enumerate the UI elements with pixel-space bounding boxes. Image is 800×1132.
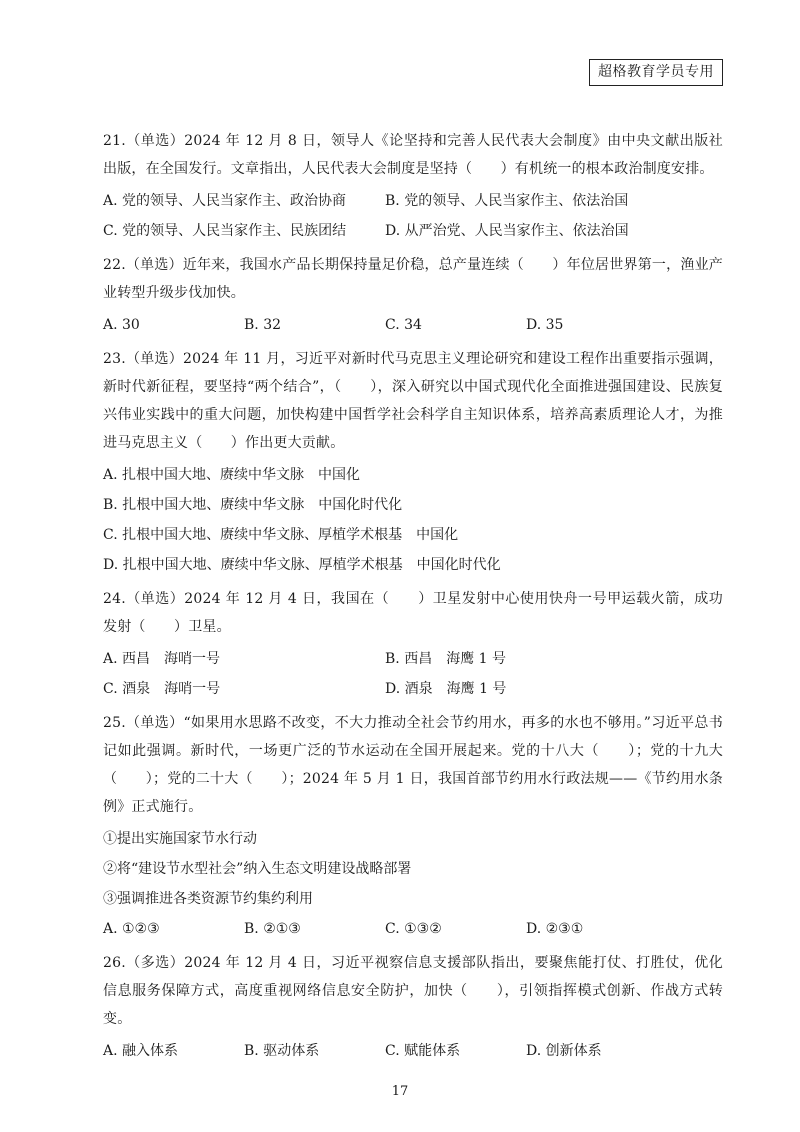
statement-item: ①提出实施国家节水行动 bbox=[103, 831, 257, 847]
option-a: A. 党的领导、人民当家作主、政治协商 bbox=[103, 193, 347, 209]
option-a: A. 扎根中国大地、赓续中华文脉 中国化 bbox=[103, 467, 361, 483]
option-b: B. 驱动体系 bbox=[244, 1043, 320, 1059]
question-25-text: 25.（单选）“如果用水思路不改变，不大力推动全社会节约用水，再多的水也不够用。”习近平总书记如此强调。新时代，一场更广泛的节水运动在全国开展起来。党的十八大（ ）；党的十九大（ ）；党的二十大（ ）；2024 年 5 月 1 日，我国首部节约用水行政法规——《节约用水条例》正式施行。 bbox=[103, 715, 723, 815]
question-list bbox=[103, 127, 723, 1071]
question-23-text: 23.（单选）2024 年 11 月，习近平对新时代马克思主义理论研究和建设工程作出重要指示强调，新时代新征程，要坚持“两个结合”，（ ），深入研究以中国式现代化全面推进强国建设、民族复兴伟业实践中的重大问题，加快构建中国哲学社会科学自主知识体系，培养高素质理论人才，为推进马克思主义（ ）作出更大贡献。 bbox=[103, 351, 723, 451]
question-24-options bbox=[103, 645, 723, 705]
question-22 bbox=[103, 251, 723, 341]
statement-item: ②将“建设节水型社会”纳入生态文明建设战略部署 bbox=[103, 861, 412, 877]
option-b: B. 党的领导、人民当家作主、依法治国 bbox=[385, 193, 629, 209]
question-26-options bbox=[103, 1037, 723, 1067]
option-a: A. 西昌 海哨一号 bbox=[103, 651, 221, 667]
question-25-items bbox=[103, 825, 723, 945]
question-23-options bbox=[103, 461, 723, 581]
option-a: A. 30 bbox=[103, 317, 140, 333]
question-24 bbox=[103, 585, 723, 705]
watermark-stamp: 超格教育学员专用 bbox=[589, 59, 723, 86]
option-b: B. 西昌 海鹰 1 号 bbox=[385, 651, 506, 667]
option-b: B. 32 bbox=[244, 317, 282, 333]
option-c: C. ①③② bbox=[385, 921, 442, 937]
option-d: D. 从严治党、人民当家作主、依法治国 bbox=[385, 223, 629, 239]
question-23 bbox=[103, 345, 723, 581]
option-b: B. ②①③ bbox=[244, 921, 301, 937]
question-24-text: 24.（单选）2024 年 12 月 4 日，我国在（ ）卫星发射中心使用快舟一号甲运载火箭，成功发射（ ）卫星。 bbox=[103, 591, 723, 635]
option-c: C. 34 bbox=[385, 317, 422, 333]
option-c: C. 赋能体系 bbox=[385, 1043, 461, 1059]
option-b: B. 扎根中国大地、赓续中华文脉 中国化时代化 bbox=[103, 497, 403, 513]
option-c: C. 酒泉 海哨一号 bbox=[103, 681, 221, 697]
option-c: C. 扎根中国大地、赓续中华文脉、厚植学术根基 中国化 bbox=[103, 527, 459, 543]
option-c: C. 党的领导、人民当家作主、民族团结 bbox=[103, 223, 347, 239]
question-22-options bbox=[103, 311, 723, 341]
question-26-text: 26.（多选）2024 年 12 月 4 日，习近平视察信息支援部队指出，要聚焦能打仗、打胜仗，优化信息服务保障方式，高度重视网络信息安全防护，加快（ ），引领指挥模式创新、作战方式转变。 bbox=[103, 955, 723, 1027]
option-d: D. ②③① bbox=[526, 921, 584, 937]
option-a: A. ①②③ bbox=[103, 921, 160, 937]
option-a: A. 融入体系 bbox=[103, 1043, 179, 1059]
question-26 bbox=[103, 949, 723, 1067]
question-21-options bbox=[103, 187, 723, 247]
option-d: D. 酒泉 海鹰 1 号 bbox=[385, 681, 507, 697]
option-d: D. 扎根中国大地、赓续中华文脉、厚植学术根基 中国化时代化 bbox=[103, 557, 501, 573]
question-22-text: 22.（单选）近年来，我国水产品长期保持量足价稳，总产量连续（ ）年位居世界第一，渔业产业转型升级步伐加快。 bbox=[103, 257, 723, 301]
option-d: D. 创新体系 bbox=[526, 1043, 602, 1059]
page-number: 17 bbox=[391, 1084, 409, 1099]
question-21 bbox=[103, 127, 723, 247]
statement-item: ③强调推进各类资源节约集约利用 bbox=[103, 891, 313, 907]
question-25 bbox=[103, 709, 723, 945]
option-d: D. 35 bbox=[526, 317, 564, 333]
question-21-text: 21.（单选）2024 年 12 月 8 日，领导人《论坚持和完善人民代表大会制度》由中央文献出版社出版，在全国发行。文章指出，人民代表大会制度是坚持（ ）有机统一的根本政治制度安排。 bbox=[103, 133, 723, 177]
